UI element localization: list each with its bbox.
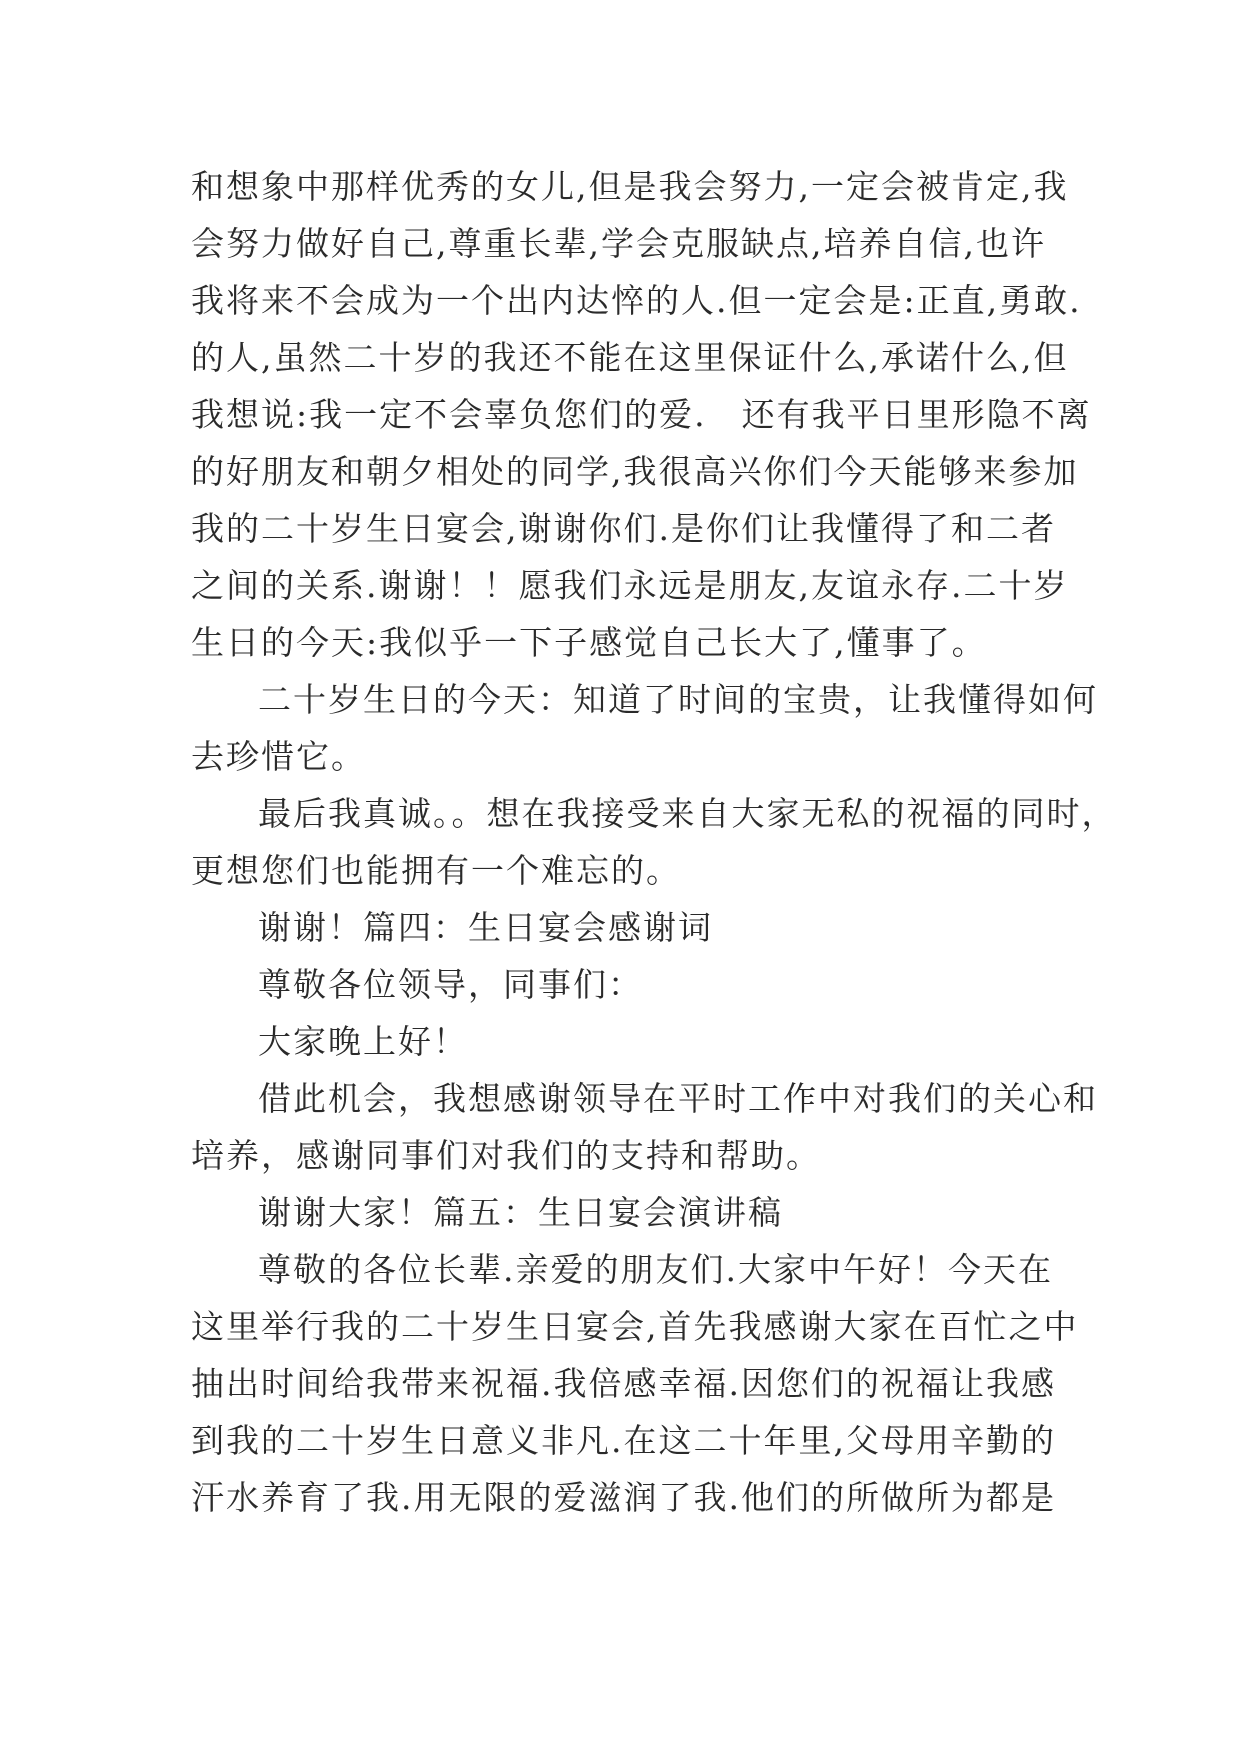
text-line: 谢谢！篇四：生日宴会感谢词 bbox=[258, 908, 713, 947]
text-line: 之间的关系.谢谢！！愿我们永远是朋友,友谊永存.二十岁 bbox=[191, 566, 1069, 605]
text-line: 培养，感谢同事们对我们的支持和帮助。 bbox=[191, 1136, 821, 1175]
text-line: 这里举行我的二十岁生日宴会,首先我感谢大家在百忙之中 bbox=[191, 1307, 1079, 1346]
text-line: 借此机会，我想感谢领导在平时工作中对我们的关心和 bbox=[258, 1079, 1098, 1118]
text-line: 更想您们也能拥有一个难忘的。 bbox=[191, 851, 681, 890]
text-line: 尊敬的各位长辈.亲爱的朋友们.大家中午好！今天在 bbox=[258, 1250, 1053, 1289]
text-line: 的好朋友和朝夕相处的同学,我很高兴你们今天能够来参加 bbox=[191, 452, 1079, 491]
text-line: 二十岁生日的今天：知道了时间的宝贵，让我懂得如何 bbox=[258, 680, 1098, 719]
text-line: 的人,虽然二十岁的我还不能在这里保证什么,承诺什么,但 bbox=[191, 338, 1069, 377]
text-line: 大家晚上好！ bbox=[258, 1022, 468, 1061]
text-line: 和想象中那样优秀的女儿,但是我会努力,一定会被肯定,我 bbox=[191, 167, 1069, 206]
text-line: 谢谢大家！篇五：生日宴会演讲稿 bbox=[258, 1193, 783, 1232]
text-line: 到我的二十岁生日意义非凡.在这二十年里,父母用辛勤的 bbox=[191, 1421, 1056, 1460]
text-line: 我的二十岁生日宴会,谢谢你们.是你们让我懂得了和二者 bbox=[191, 509, 1056, 548]
text-line: 汗水养育了我.用无限的爱滋润了我.他们的所做所为都是 bbox=[191, 1478, 1056, 1517]
text-line: 抽出时间给我带来祝福.我倍感幸福.因您们的祝福让我感 bbox=[191, 1364, 1056, 1403]
text-line: 我想说:我一定不会辜负您们的爱. 还有我平日里形隐不离 bbox=[191, 395, 1092, 434]
text-line: 生日的今天:我似乎一下子感觉自己长大了,懂事了。 bbox=[191, 623, 987, 662]
text-line: 最后我真诚。。想在我接受来自大家无私的祝福的同时， bbox=[258, 794, 1117, 833]
text-line: 去珍惜它。 bbox=[191, 737, 366, 776]
text-line: 会努力做好自己,尊重长辈,学会克服缺点,培养自信,也许 bbox=[191, 224, 1046, 263]
document-body bbox=[191, 158, 1117, 1526]
text-line: 我将来不会成为一个出内达悴的人.但一定会是:正直,勇敢. bbox=[191, 281, 1082, 320]
text-line: 尊敬各位领导，同事们： bbox=[258, 965, 643, 1004]
